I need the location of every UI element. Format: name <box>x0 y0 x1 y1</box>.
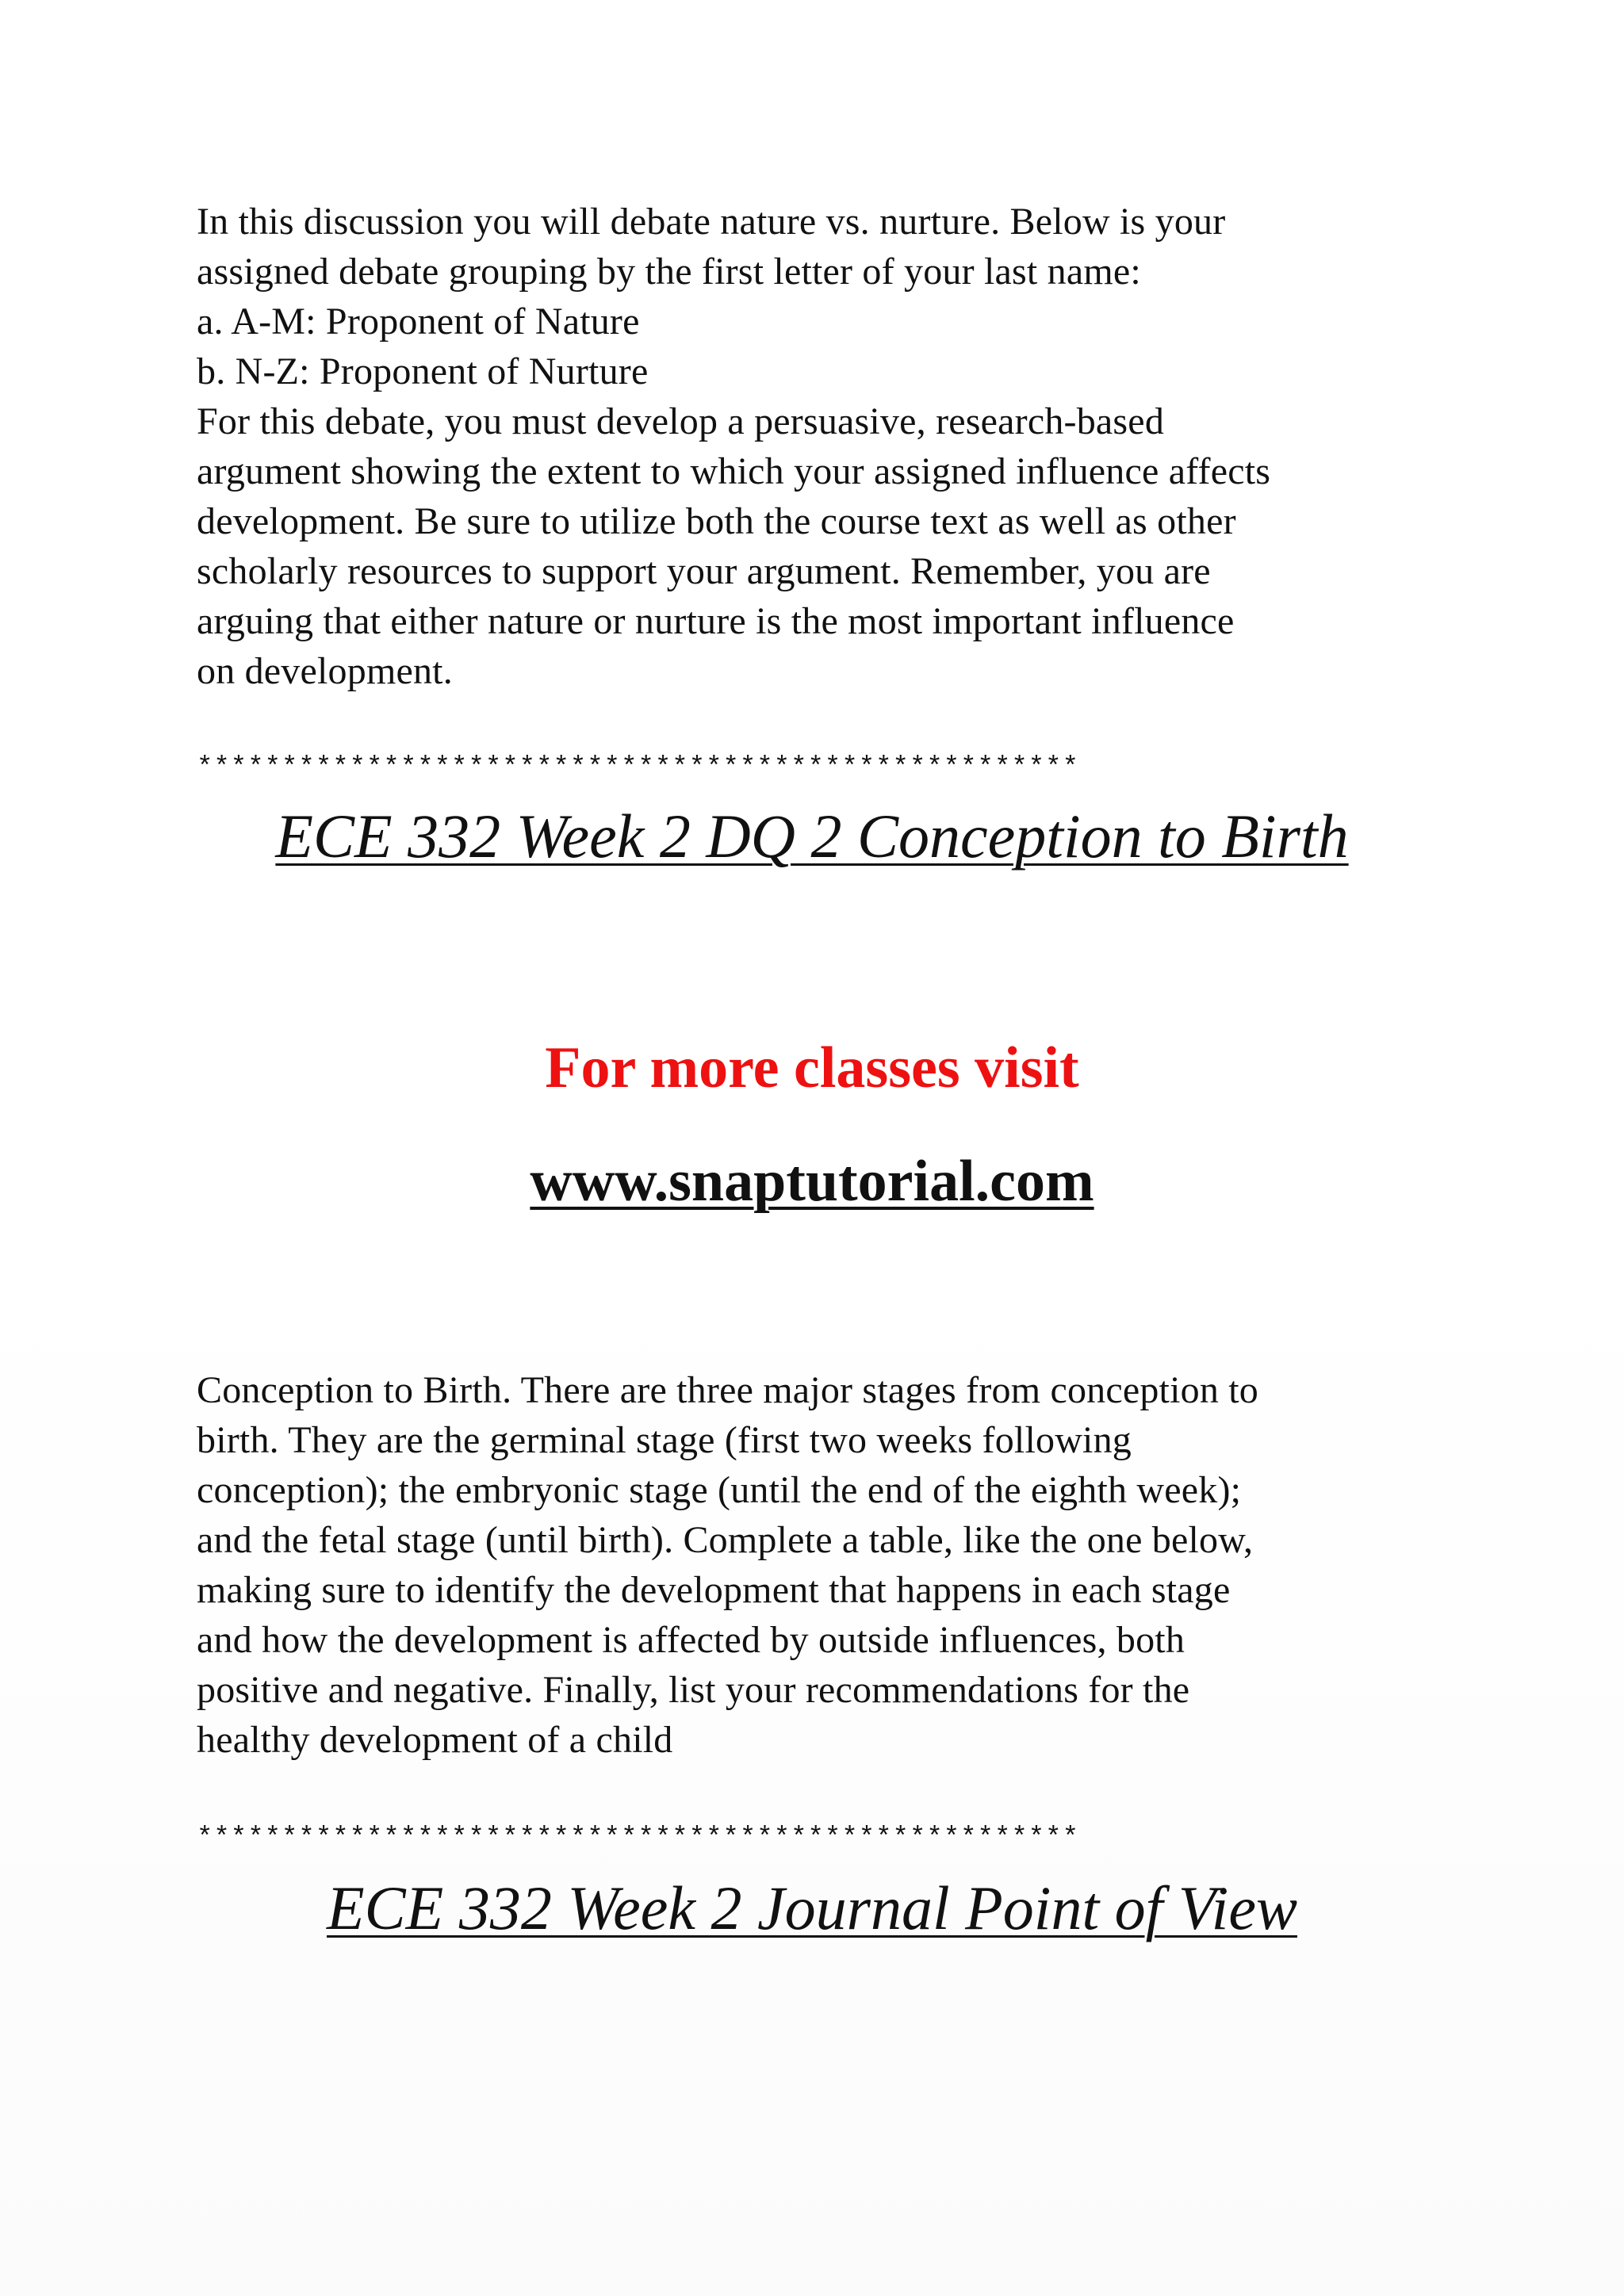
section-heading-link[interactable]: ECE 332 Week 2 Journal Point of View <box>327 1873 1297 1942</box>
text-line: Conception to Birth. There are three major stages from conception to <box>197 1369 1258 1411</box>
text-line: a. A-M: Proponent of Nature <box>197 300 640 342</box>
text-line: argument showing the extent to which your assigned influence affects <box>197 450 1271 492</box>
text-line: positive and negative. Finally, list your recommendations for the <box>197 1669 1190 1711</box>
text-line: scholarly resources to support your argument. Remember, you are <box>197 550 1211 592</box>
text-line: arguing that either nature or nurture is the most important influence <box>197 600 1235 642</box>
text-line: making sure to identify the development that happens in each stage <box>197 1569 1231 1611</box>
text-line: development. Be sure to utilize both the course text as well as other <box>197 500 1236 542</box>
conception-instructions <box>197 1365 1434 1765</box>
text-line: on development. <box>197 650 453 692</box>
promo-url-link[interactable]: www.snaptutorial.com <box>530 1149 1094 1214</box>
text-line: b. N-Z: Proponent of Nurture <box>197 350 649 392</box>
discussion-instructions <box>197 197 1434 696</box>
text-line: healthy development of a child <box>197 1719 673 1761</box>
text-line: In this discussion you will debate nature vs. nurture. Below is your <box>197 201 1226 243</box>
text-line: and the fetal stage (until birth). Complete a table, like the one below, <box>197 1519 1254 1561</box>
promo-text: For more classes visit <box>545 1035 1079 1100</box>
asterisk-separator: **************************************************** <box>197 753 1079 783</box>
text-line: conception); the embryonic stage (until the end of the eighth week); <box>197 1469 1242 1511</box>
text-line: birth. They are the germinal stage (first two weeks following <box>197 1419 1132 1461</box>
text-line: and how the development is affected by outside influences, both <box>197 1619 1185 1661</box>
text-line: For this debate, you must develop a persuasive, research-based <box>197 400 1165 442</box>
text-line: assigned debate grouping by the first letter of your last name: <box>197 251 1141 293</box>
asterisk-separator: **************************************************** <box>197 1823 1079 1854</box>
section-heading-link[interactable]: ECE 332 Week 2 DQ 2 Conception to Birth <box>275 802 1349 871</box>
